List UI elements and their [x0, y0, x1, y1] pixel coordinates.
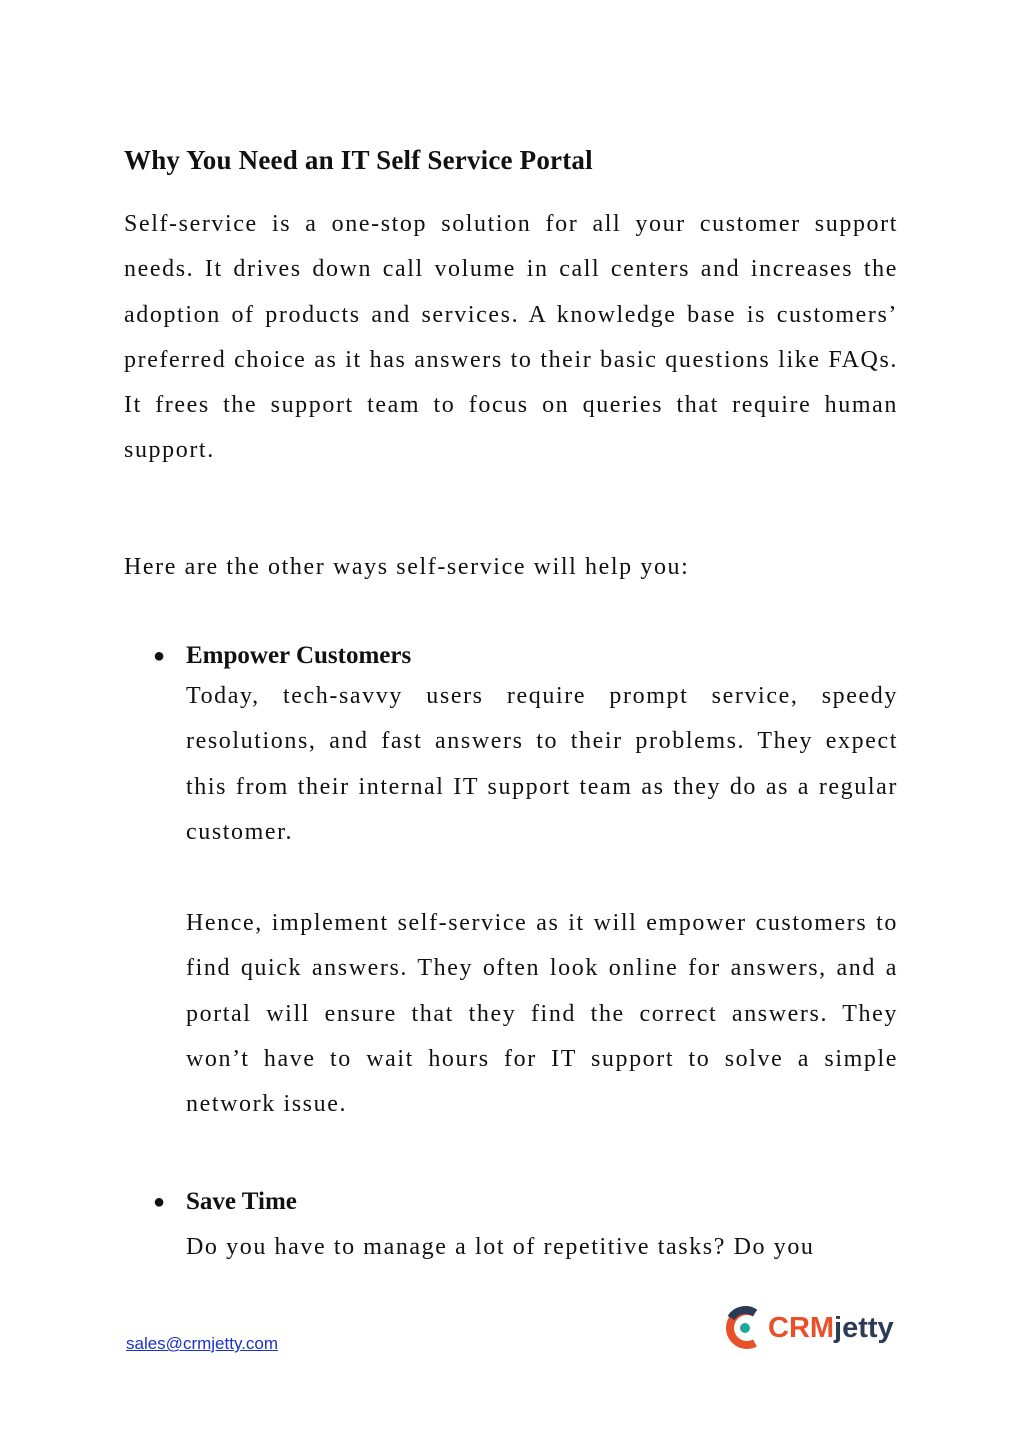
- intro-paragraph: Self-service is a one-stop solution for all your customer support needs. It drives down call volume in call centers and increases the adoption of products and services. A knowledge base is customers’ preferred choice as it has answers to their basic questions like FAQs. It frees the support team to focus on queries that require human support.: [124, 211, 898, 464]
- bullet-paragraph: Do you have to manage a lot of repetitive tasks? Do you: [186, 1234, 815, 1260]
- bullet-icon: ●: [152, 1191, 166, 1213]
- logo-crm-text: CRM: [768, 1312, 835, 1344]
- crmjetty-logo: [722, 1306, 902, 1350]
- crmjetty-logo-icon: [722, 1306, 764, 1350]
- footer-email-link[interactable]: sales@crmjetty.com: [126, 1334, 279, 1353]
- bullet-paragraph: Hence, implement self-service as it will empower customers to find quick answers. They often look online for answers, and a portal will ensure that they find the correct answers. They won’t have to wait hours for IT support to solve a simple network issue.: [186, 910, 898, 1118]
- logo-jetty-text: jetty: [834, 1312, 894, 1344]
- lead-paragraph: Here are the other ways self-service will help you:: [124, 554, 690, 580]
- bullet-paragraph: Today, tech-savvy users require prompt service, speedy resolutions, and fast answers to their problems. They expect this from their internal IT support team as they do as a regular customer.: [186, 683, 898, 845]
- page-heading: Why You Need an IT Self Service Portal: [124, 145, 593, 175]
- bullet-icon: ●: [152, 645, 166, 667]
- bullet-title-save-time: Save Time: [186, 1188, 297, 1215]
- crmjetty-wordmark: [768, 1310, 894, 1346]
- bullet-title-empower-customers: Empower Customers: [186, 642, 412, 669]
